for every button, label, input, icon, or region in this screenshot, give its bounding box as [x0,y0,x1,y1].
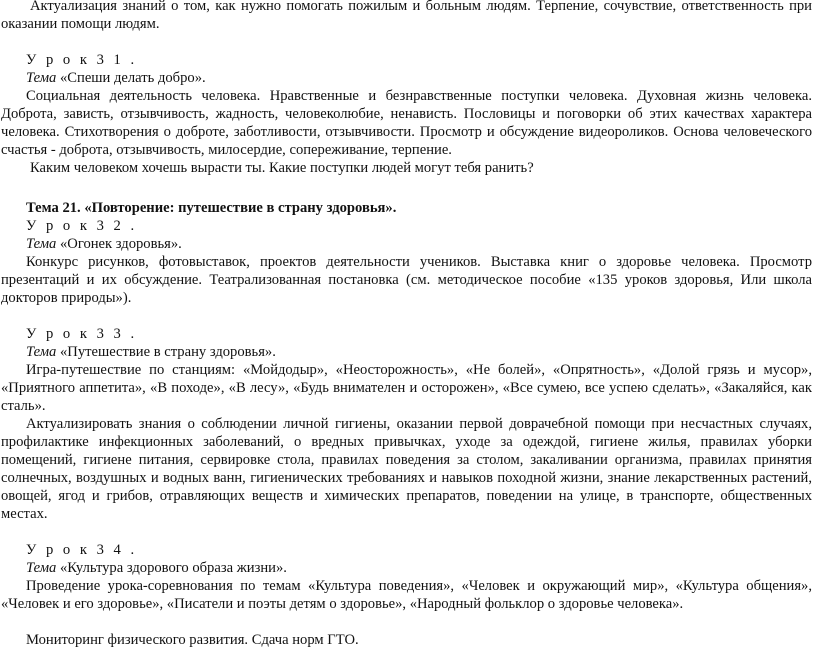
topic-label: Тема [26,70,57,86]
theme-21-title: Тема 21. «Повторение: путешествие в страну здоровья». [26,200,397,216]
lesson-33-topic-title: «Путешествие в страну здоровья». [59,344,276,360]
lesson-31-question: Каким человеком хочешь вырасти ты. Какие поступки людей могут тебя ранить? [30,160,534,176]
lesson-34-body: Проведение урока-соревнования по темам «Культура поведения», «Человек и окружающий мир», «Культура общения», «Человек и его здоровье», «Писатели и поэты детям о здоровье», «Народный фольклор о здоровье человека». [1,578,812,612]
topic-label: Тема [26,236,57,252]
lesson-32-heading: У р о к 3 2 . [26,218,138,234]
topic-label: Тема [26,560,57,576]
lesson-33-heading: У р о к 3 3 . [26,326,138,342]
lesson-31-topic [0,69,816,87]
lesson-33-body: Актуализировать знания о соблюдении личной гигиены, оказании первой доврачебной помощи при несчастных случаях, профилактике инфекционных заболеваний, о вредных привычках, уходе за одеждой, гигиене жилья, правилах уборки помещений, гигиене питания, сервировке стола, правилах поведения за столом, закаливании организма, правилах принятия солнечных, воздушных и водных ванн, гигиенических требованиях и навыков походной жизни, знание лекарственных растений, овощей, ягод и грибов, отравляющих веществ и химических препаратов, поведении на улице, в транспорте, общественных местах. [1,416,812,522]
spacer [0,33,816,51]
lesson-31-heading: У р о к 3 1 . [26,52,138,68]
lesson-34-topic [0,559,816,577]
spacer [0,523,816,541]
lesson-31-body: Социальная деятельность человека. Нравственные и безнравственные поступки человека. Духовная жизнь человека. Доброта, зависть, отзывчивость, жадность, человеколюбие, ненависть. Пословицы и поговорки об этих качествах характера человека. Стихотворения о доброте, заботливости, отзывчивости. Просмотр и обсуждение видеороликов. Основа человеческого счастья - доброта, отзывчивость, милосердие, сопереживание, терпение. [1,88,812,158]
lesson-34-monitoring: Мониторинг физического развития. Сдача норм ГТО. [26,632,359,648]
lesson-31-topic-title: «Спеши делать добро». [59,70,206,86]
lesson-32-topic [0,235,816,253]
lesson-32-body: Конкурс рисунков, фотовыставок, проектов деятельности учеников. Выставка книг о здоровье человека. Просмотр презентаций и их обсуждение. Театрализованная постановка (см. методическое пособие «135 уроков здоровья, Или школа докторов природы»). [1,254,812,306]
lesson-34-heading: У р о к 3 4 . [26,542,138,558]
spacer [0,307,816,325]
lesson-32-topic-title: «Огонек здоровья». [59,236,182,252]
lesson-33-game: Игра-путешествие по станциям: «Мойдодыр», «Неосторожность», «Не болей», «Опрятность», «Долой грязь и мусор», «Приятного аппетита», «В походе», «В лесу», «Будь внимателен и осторожен», «Все сумею, все успею сделать», «Закаляйся, как сталь». [1,362,812,414]
spacer [0,177,816,199]
topic-label: Тема [26,344,57,360]
intro-paragraph: Актуализация знаний о том, как нужно помогать пожилым и больным людям. Терпение, сочувствие, ответственность при оказании помощи людям. [1,0,812,32]
spacer [0,613,816,631]
lesson-34-topic-title: «Культура здорового образа жизни». [59,560,287,576]
lesson-33-topic [0,343,816,361]
